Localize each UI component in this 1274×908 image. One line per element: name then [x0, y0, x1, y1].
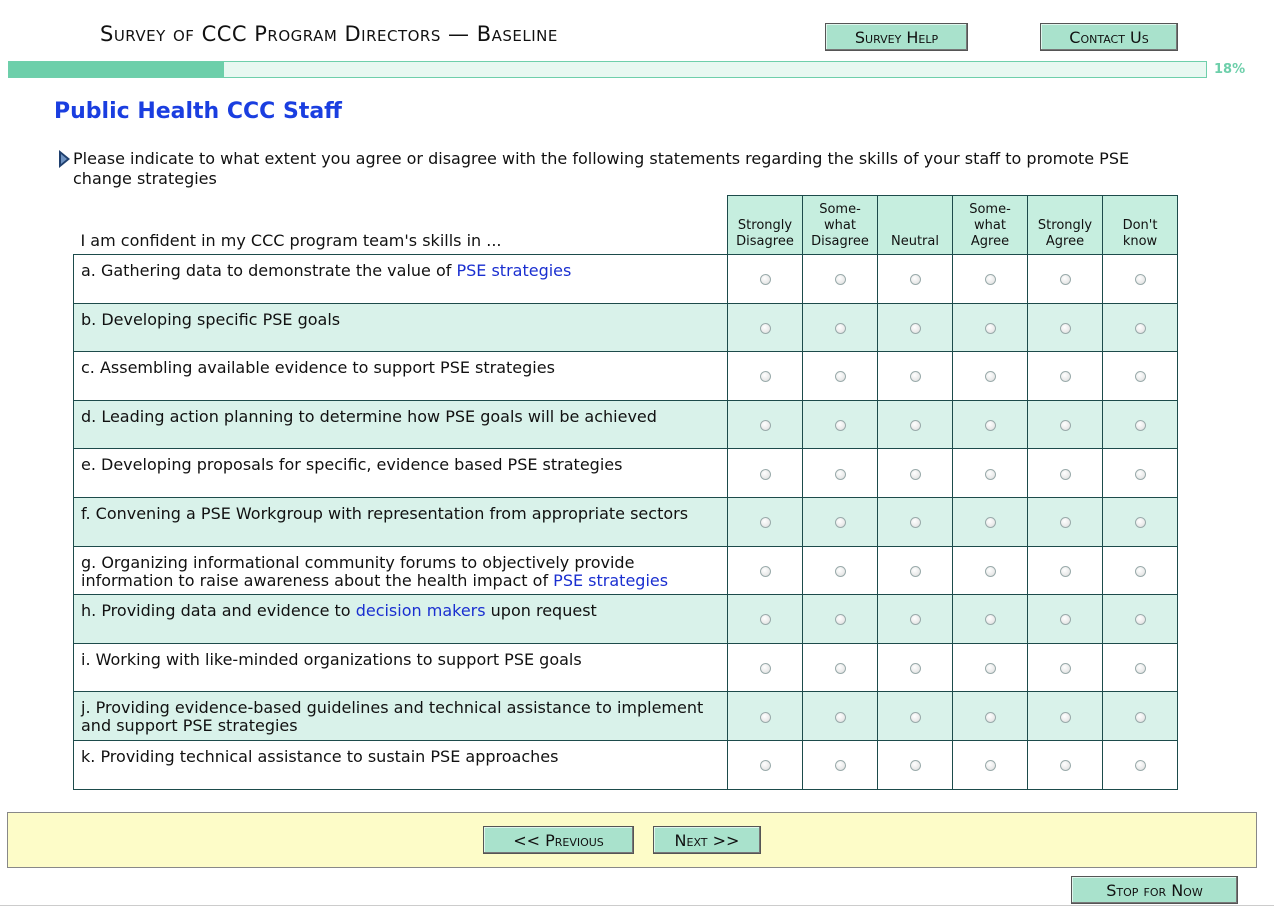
item-text: c. Assembling available evidence to support PSE strategies — [81, 358, 555, 378]
response-cell — [953, 400, 1028, 449]
radio-somewhat-disagree[interactable] — [835, 274, 846, 285]
response-cell — [1103, 400, 1178, 449]
radio-neutral[interactable] — [910, 469, 921, 480]
item-text: e. Developing proposals for specific, evidence based PSE strategies — [81, 455, 623, 475]
radio-strongly-agree[interactable] — [1060, 371, 1071, 382]
radio-strongly-disagree[interactable] — [760, 663, 771, 674]
response-cell — [1028, 255, 1103, 304]
radio-strongly-disagree[interactable] — [760, 420, 771, 431]
response-cell — [1103, 303, 1178, 352]
progress-bar — [8, 61, 1207, 78]
item-text: g. Organizing informational community forums to objectively provide information to raise awareness about the health impact of — [81, 552, 635, 590]
table-row — [74, 255, 1178, 304]
survey-title: Survey of CCC Program Directors — Baseline — [100, 22, 558, 46]
radio-neutral[interactable] — [910, 517, 921, 528]
col-header-dont-know: Don't know — [1103, 196, 1178, 255]
radio-strongly-disagree[interactable] — [760, 371, 771, 382]
response-cell — [878, 303, 953, 352]
next-button[interactable]: Next >> — [653, 826, 761, 854]
item-text: a. Gathering data to demonstrate the value of — [81, 261, 457, 280]
radio-somewhat-agree[interactable] — [985, 663, 996, 674]
response-cell — [803, 255, 878, 304]
response-cell — [1028, 449, 1103, 498]
radio-dont-know[interactable] — [1135, 712, 1146, 723]
col-header-strongly-agree: Strongly Agree — [1028, 196, 1103, 255]
radio-neutral[interactable] — [910, 663, 921, 674]
item-statement — [74, 643, 728, 692]
likert-grid — [73, 195, 1178, 790]
radio-somewhat-agree[interactable] — [985, 712, 996, 723]
radio-dont-know[interactable] — [1135, 663, 1146, 674]
radio-strongly-agree[interactable] — [1060, 420, 1071, 431]
radio-strongly-disagree[interactable] — [760, 614, 771, 625]
radio-dont-know[interactable] — [1135, 760, 1146, 771]
radio-dont-know[interactable] — [1135, 566, 1146, 577]
item-text-suffix: upon request — [485, 601, 597, 621]
item-text: j. Providing evidence-based guidelines and technical assistance to implement and support PSE strategies — [81, 698, 704, 736]
radio-strongly-disagree[interactable] — [760, 760, 771, 771]
radio-neutral[interactable] — [910, 614, 921, 625]
response-cell — [1028, 546, 1103, 595]
radio-somewhat-disagree[interactable] — [835, 663, 846, 674]
radio-neutral[interactable] — [910, 274, 921, 285]
radio-neutral[interactable] — [910, 323, 921, 334]
radio-strongly-disagree[interactable] — [760, 469, 771, 480]
col-header-strongly-disagree: Strongly Disagree — [728, 196, 803, 255]
radio-strongly-agree[interactable] — [1060, 517, 1071, 528]
response-cell — [728, 255, 803, 304]
table-row — [74, 740, 1178, 789]
response-cell — [728, 595, 803, 644]
radio-dont-know[interactable] — [1135, 371, 1146, 382]
response-cell — [1028, 595, 1103, 644]
radio-neutral[interactable] — [910, 371, 921, 382]
item-statement — [74, 546, 728, 595]
response-cell — [878, 546, 953, 595]
radio-strongly-disagree[interactable] — [760, 517, 771, 528]
table-row — [74, 497, 1178, 546]
item-statement — [74, 255, 728, 304]
radio-somewhat-disagree[interactable] — [835, 614, 846, 625]
response-cell — [803, 546, 878, 595]
item-statement — [74, 595, 728, 644]
table-row — [74, 400, 1178, 449]
response-cell — [803, 449, 878, 498]
survey-help-button[interactable]: Survey Help — [825, 23, 968, 51]
radio-somewhat-disagree[interactable] — [835, 760, 846, 771]
response-cell — [953, 449, 1028, 498]
radio-dont-know[interactable] — [1135, 420, 1146, 431]
item-statement — [74, 497, 728, 546]
response-cell — [1103, 546, 1178, 595]
radio-somewhat-agree[interactable] — [985, 469, 996, 480]
progress-bar-fill — [9, 62, 224, 77]
radio-somewhat-disagree[interactable] — [835, 371, 846, 382]
item-statement — [74, 303, 728, 352]
radio-neutral[interactable] — [910, 712, 921, 723]
response-cell — [878, 255, 953, 304]
response-cell — [728, 352, 803, 401]
radio-strongly-agree[interactable] — [1060, 274, 1071, 285]
response-cell — [953, 352, 1028, 401]
glossary-link[interactable]: decision makers — [355, 601, 486, 621]
response-cell — [1028, 400, 1103, 449]
response-cell — [1028, 497, 1103, 546]
response-cell — [1103, 692, 1178, 741]
item-text: b. Developing specific PSE goals — [81, 309, 341, 329]
response-cell — [953, 595, 1028, 644]
radio-somewhat-agree[interactable] — [985, 760, 996, 771]
response-cell — [878, 643, 953, 692]
response-cell — [728, 497, 803, 546]
response-cell — [1103, 255, 1178, 304]
contact-us-button[interactable]: Contact Us — [1040, 23, 1178, 51]
col-header-somewhat-agree: Some- what Agree — [953, 196, 1028, 255]
table-row — [74, 303, 1178, 352]
response-cell — [1103, 352, 1178, 401]
response-cell — [1103, 595, 1178, 644]
radio-somewhat-disagree[interactable] — [835, 517, 846, 528]
table-row — [74, 643, 1178, 692]
response-cell — [953, 497, 1028, 546]
radio-somewhat-disagree[interactable] — [835, 712, 846, 723]
radio-somewhat-disagree[interactable] — [835, 420, 846, 431]
response-cell — [953, 740, 1028, 789]
item-statement — [74, 400, 728, 449]
radio-dont-know[interactable] — [1135, 517, 1146, 528]
radio-dont-know[interactable] — [1135, 274, 1146, 285]
response-cell — [803, 595, 878, 644]
bottom-divider — [0, 905, 1274, 906]
response-cell — [1103, 449, 1178, 498]
radio-neutral[interactable] — [910, 420, 921, 431]
response-cell — [803, 643, 878, 692]
stop-for-now-button[interactable]: Stop for Now — [1071, 876, 1238, 904]
radio-somewhat-agree[interactable] — [985, 420, 996, 431]
radio-somewhat-disagree[interactable] — [835, 323, 846, 334]
radio-somewhat-disagree[interactable] — [835, 469, 846, 480]
stem-header: I am confident in my CCC program team's skills in ... — [74, 196, 728, 255]
table-row — [74, 595, 1178, 644]
response-cell — [953, 546, 1028, 595]
radio-strongly-agree[interactable] — [1060, 469, 1071, 480]
radio-somewhat-agree[interactable] — [985, 323, 996, 334]
item-statement — [74, 352, 728, 401]
item-text: i. Working with like-minded organizations to support PSE goals — [81, 649, 582, 669]
grid-header-row — [74, 196, 1178, 255]
progress-percent: 18% — [1214, 62, 1246, 77]
section-title: Public Health CCC Staff — [54, 99, 342, 124]
response-cell — [878, 400, 953, 449]
table-row — [74, 546, 1178, 595]
response-cell — [728, 643, 803, 692]
response-cell — [728, 692, 803, 741]
radio-dont-know[interactable] — [1135, 469, 1146, 480]
response-cell — [1103, 740, 1178, 789]
radio-somewhat-agree[interactable] — [985, 566, 996, 577]
item-statement — [74, 692, 728, 741]
response-cell — [878, 497, 953, 546]
glossary-link[interactable]: PSE strategies — [553, 570, 669, 590]
radio-strongly-disagree[interactable] — [760, 566, 771, 577]
item-text: f. Convening a PSE Workgroup with representation from appropriate sectors — [81, 503, 689, 523]
response-cell — [878, 352, 953, 401]
col-header-somewhat-disagree: Some- what Disagree — [803, 196, 878, 255]
response-cell — [1028, 740, 1103, 789]
item-statement — [74, 740, 728, 789]
radio-neutral[interactable] — [910, 760, 921, 771]
instruction-arrow-icon — [59, 150, 70, 168]
response-cell — [803, 352, 878, 401]
table-row — [74, 449, 1178, 498]
radio-strongly-disagree[interactable] — [760, 274, 771, 285]
response-cell — [1028, 303, 1103, 352]
radio-somewhat-agree[interactable] — [985, 614, 996, 625]
item-statement — [74, 449, 728, 498]
response-cell — [1028, 692, 1103, 741]
item-text: d. Leading action planning to determine how PSE goals will be achieved — [81, 406, 657, 426]
response-cell — [1028, 643, 1103, 692]
item-text: k. Providing technical assistance to sustain PSE approaches — [81, 746, 559, 766]
radio-somewhat-disagree[interactable] — [835, 566, 846, 577]
question-instruction: Please indicate to what extent you agree or disagree with the following statements regarding the skills of your staff to promote PSE change strategies — [73, 149, 1130, 188]
item-text: h. Providing data and evidence to — [81, 601, 356, 621]
response-cell — [728, 303, 803, 352]
radio-strongly-agree[interactable] — [1060, 663, 1071, 674]
radio-strongly-agree[interactable] — [1060, 760, 1071, 771]
table-row — [74, 692, 1178, 741]
col-header-neutral: Neutral — [878, 196, 953, 255]
response-cell — [803, 692, 878, 741]
response-cell — [728, 449, 803, 498]
response-cell — [878, 595, 953, 644]
response-cell — [803, 303, 878, 352]
radio-strongly-disagree[interactable] — [760, 712, 771, 723]
response-cell — [803, 497, 878, 546]
radio-strongly-disagree[interactable] — [760, 323, 771, 334]
response-cell — [878, 449, 953, 498]
radio-strongly-agree[interactable] — [1060, 323, 1071, 334]
radio-somewhat-agree[interactable] — [985, 274, 996, 285]
response-cell — [803, 400, 878, 449]
response-cell — [878, 692, 953, 741]
table-row — [74, 352, 1178, 401]
response-cell — [803, 740, 878, 789]
response-cell — [728, 400, 803, 449]
response-cell — [1103, 497, 1178, 546]
response-cell — [953, 643, 1028, 692]
radio-dont-know[interactable] — [1135, 323, 1146, 334]
radio-dont-know[interactable] — [1135, 614, 1146, 625]
radio-strongly-agree[interactable] — [1060, 712, 1071, 723]
response-cell — [1103, 643, 1178, 692]
radio-somewhat-agree[interactable] — [985, 517, 996, 528]
radio-somewhat-agree[interactable] — [985, 371, 996, 382]
response-cell — [953, 255, 1028, 304]
glossary-link[interactable]: PSE strategies — [456, 261, 572, 280]
radio-strongly-agree[interactable] — [1060, 614, 1071, 625]
response-cell — [953, 303, 1028, 352]
response-cell — [1028, 352, 1103, 401]
response-cell — [728, 546, 803, 595]
response-cell — [878, 740, 953, 789]
response-cell — [728, 740, 803, 789]
radio-neutral[interactable] — [910, 566, 921, 577]
response-cell — [953, 692, 1028, 741]
previous-button[interactable]: << Previous — [483, 826, 634, 854]
radio-strongly-agree[interactable] — [1060, 566, 1071, 577]
